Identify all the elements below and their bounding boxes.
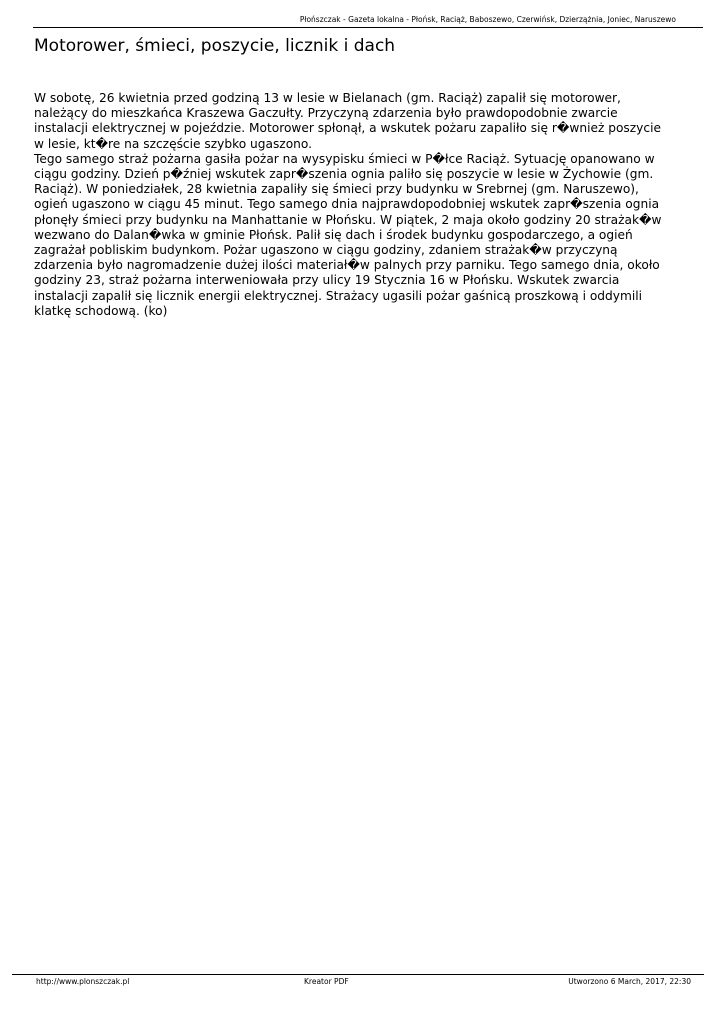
footer-generator: Kreator PDF <box>304 977 349 986</box>
article-body <box>34 91 674 319</box>
header-site-line: Płońszczak - Gazeta lokalna - Płońsk, Raciąż, Baboszewo, Czerwińsk, Dzierzążnia, Joniec, Naruszewo <box>299 15 676 24</box>
footer-url: http://www.plonszczak.pl <box>36 977 130 986</box>
article-paragraph-2: Tego samego straż pożarna gasiła pożar na wysypisku śmieci w P�łce Raciąż. Sytuację opanowano w ciągu godziny. Dzień p�źniej wskutek zapr�szenia ognia paliło się poszycie w lesie w Żychowie (gm. Raciąż). W poniedziałek, 28 kwietnia zapaliły się śmieci przy budynku w Srebrnej (gm. Naruszewo), ogień ugaszono w ciągu 45 minut. Tego samego dnia najprawdopodobniej wskutek zapr�szenia ognia płonęły śmieci przy budynku na Manhattanie w Płońsku. W piątek, 2 maja około godziny 20 strażak�w wezwano do Dalan�wka w gminie Płońsk. Palił się dach i środek budynku gospodarczego, a ogień zagrażał pobliskim budynkom. Pożar ugaszono w ciągu godziny, zdaniem strażak�w przyczyną zdarzenia było nagromadzenie dużej ilości materiał�w palnych przy parniku. Tego samego dnia, około godziny 23, straż pożarna interweniowała przy ulicy 19 Stycznia 16 w Płońsku. Wskutek zwarcia instalacji zapalił się licznik energii elektrycznej. Strażacy ugasili pożar gaśnicą proszkową i oddymili klatkę schodową. (ko) <box>34 151 662 318</box>
footer-divider <box>12 974 704 975</box>
article-title: Motorower, śmieci, poszycie, licznik i dach <box>34 36 396 56</box>
header-divider <box>33 27 703 28</box>
article-paragraph-1: W sobotę, 26 kwietnia przed godziną 13 w lesie w Bielanach (gm. Raciąż) zapalił się motorower, należący do mieszkańca Kraszewa Gaczułty. Przyczyną zdarzenia było prawdopodobnie zwarcie instalacji elektrycznej w pojeździe. Motorower spłonął, a wskutek pożaru zapaliło się r�wnież poszycie w lesie, kt�re na szczęście szybko ugaszono. <box>34 91 661 151</box>
footer-created-date: Utworzono 6 March, 2017, 22:30 <box>568 977 691 986</box>
